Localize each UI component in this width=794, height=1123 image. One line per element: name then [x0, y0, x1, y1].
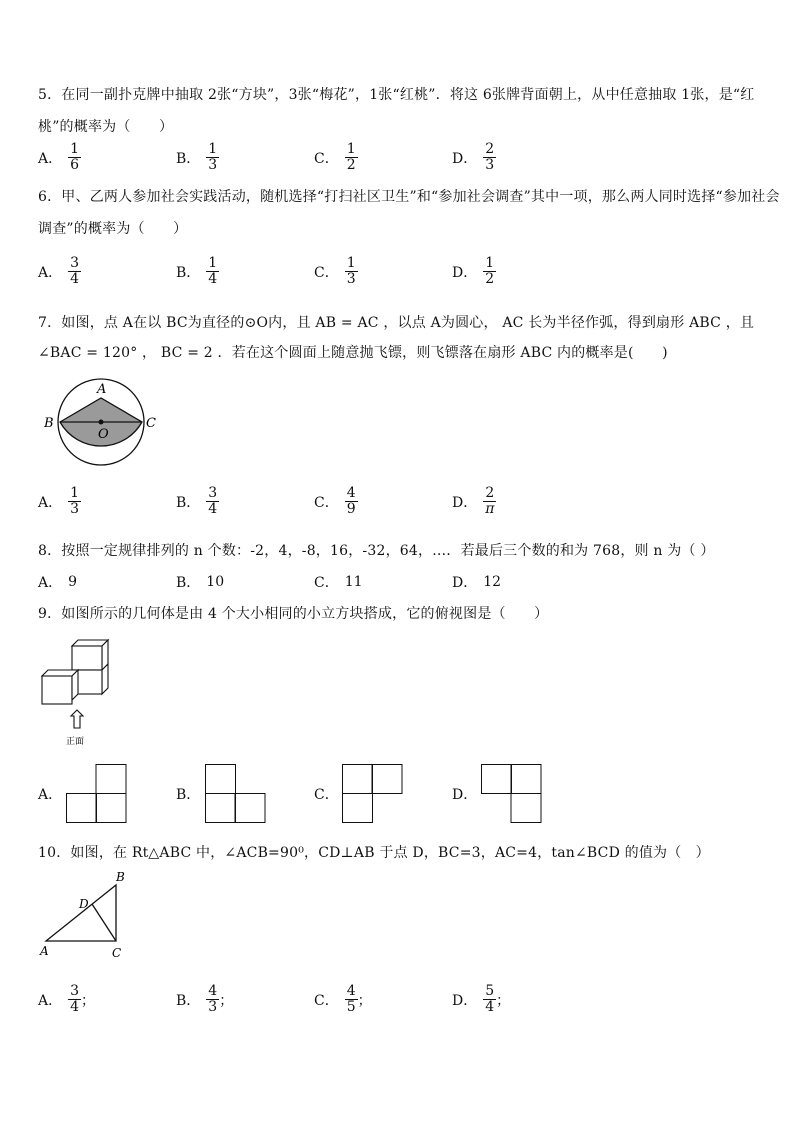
label-c: C: [146, 416, 156, 431]
q8-stem: 8．按照一定规律排列的 n 个数：-2，4，-8，16，-32，64，…．若最后三个数的和为 768，则 n 为（ ）: [38, 543, 715, 559]
q9-option-a-figure: [66, 764, 130, 824]
q10-stem: 10．如图，在 Rt△ABC 中，∠ACB=90⁰，CD⊥AB 于点 D，BC=3，AC=4，tan∠BCD 的值为（ ）: [38, 845, 710, 861]
center-point: [99, 420, 104, 425]
q9-option-d-figure: [481, 764, 545, 824]
fraction: $\frac{3}{4}$: [70, 255, 80, 287]
q7-stem-line2: ∠BAC = 120° ， BC = 2 ．若在这个圆面上随意抛飞镖，则飞镖落在扇形 ABC 内的概率是( ): [38, 345, 668, 361]
fraction: $\frac{1}{4}$: [208, 255, 218, 287]
q9-stem: 9．如图所示的几何体是由 4 个大小相同的小立方块搭成，它的俯视图是（ ）: [38, 606, 549, 622]
fraction: $\frac{4}{9}$: [346, 485, 356, 517]
q6-option-d[interactable]: D． $\frac{1}{2}$: [452, 255, 495, 287]
q5-stem-line1: 5．在同一副扑克牌中抽取 2张“方块”，3张“梅花”，1张“红桃”．将这 6张牌背面朝上，从中任意抽取 1张，是“红: [38, 87, 755, 103]
q10-option-c[interactable]: C． $\frac{4}{5}$ ；: [314, 983, 372, 1015]
q6-stem-line1: 6．甲、乙两人参加社会实践活动，随机选择“打扫社区卫生”和“参加社会调查”其中一项，那么两人同时选择“参加社会: [38, 189, 780, 205]
q8-option-c[interactable]: C． 11: [314, 574, 363, 591]
q7-option-d[interactable]: D． $\frac{2}{\pi}$: [452, 485, 495, 517]
fraction: $\frac{3}{4}$: [70, 983, 80, 1015]
segment-cd: [92, 904, 116, 941]
label-a: A: [97, 382, 107, 397]
q6-option-c[interactable]: C． $\frac{1}{3}$: [314, 255, 356, 287]
fraction: $\frac{2}{\pi}$: [485, 485, 495, 517]
fraction: $\frac{4}{5}$: [346, 983, 356, 1015]
front-label: 正面: [66, 737, 85, 747]
q5-option-a[interactable]: A． $\frac{1}{6}$: [38, 141, 80, 173]
q10-triangle-figure: [38, 870, 138, 962]
fraction: $\frac{1}{2}$: [346, 141, 356, 173]
fraction: $\frac{5}{4}$: [485, 983, 495, 1015]
label-b: B: [116, 870, 125, 884]
q5-option-d[interactable]: D． $\frac{2}{3}$: [452, 141, 495, 173]
fraction: $\frac{1}{3}$: [208, 141, 218, 173]
q6-option-b[interactable]: B． $\frac{1}{4}$: [176, 255, 218, 287]
q9-option-d[interactable]: D．: [452, 787, 478, 803]
label-o: O: [98, 427, 109, 442]
fraction: $\frac{1}{2}$: [485, 255, 495, 287]
q6-stem-line2: 调查”的概率为（ ）: [38, 221, 188, 237]
q8-option-d[interactable]: D． 12: [452, 574, 502, 591]
label-d: D: [79, 897, 89, 911]
q9-option-b-figure: [205, 764, 269, 824]
q9-option-a[interactable]: A．: [38, 787, 63, 803]
q7-option-b[interactable]: B． $\frac{3}{4}$: [176, 485, 218, 517]
fraction: $\frac{1}{3}$: [70, 485, 80, 517]
q5-option-b[interactable]: B． $\frac{1}{3}$: [176, 141, 218, 173]
q10-option-b[interactable]: B． $\frac{4}{3}$ ；: [176, 983, 234, 1015]
q9-option-b[interactable]: B．: [176, 787, 201, 803]
q7-option-a[interactable]: A． $\frac{1}{3}$: [38, 485, 80, 517]
q8-option-a[interactable]: A． 9: [38, 574, 78, 591]
q5-stem-line2: 桃”的概率为（ ）: [38, 119, 174, 135]
q6-option-a[interactable]: A． $\frac{3}{4}$: [38, 255, 80, 287]
triangle-abc: [46, 885, 116, 941]
q7-circle-sector-figure: [40, 372, 166, 472]
label-b: B: [44, 416, 54, 431]
q7-stem-line1: 7．如图，点 A在以 BC为直径的⊙O内，且 AB = AC ，以点 A为圆心， AC 长为半径作弧，得到扇形 ABC ，且: [38, 315, 755, 331]
label-c: C: [112, 946, 122, 960]
fraction: $\frac{2}{3}$: [485, 141, 495, 173]
q10-option-d[interactable]: D． $\frac{5}{4}$ ；: [452, 983, 511, 1015]
q5-option-c[interactable]: C． $\frac{1}{2}$: [314, 141, 356, 173]
fraction: $\frac{1}{6}$: [70, 141, 80, 173]
label-a: A: [40, 944, 49, 958]
q9-option-c-figure: [342, 764, 406, 824]
fraction: $\frac{3}{4}$: [208, 485, 218, 517]
q8-option-b[interactable]: B． 10: [176, 574, 225, 591]
q10-option-a[interactable]: A． $\frac{3}{4}$ ；: [38, 983, 96, 1015]
fraction: $\frac{1}{3}$: [346, 255, 356, 287]
q7-option-c[interactable]: C． $\frac{4}{9}$: [314, 485, 356, 517]
q9-option-c[interactable]: C．: [314, 787, 339, 803]
fraction: $\frac{4}{3}$: [208, 983, 218, 1015]
q9-cube-solid-figure: [38, 632, 118, 750]
